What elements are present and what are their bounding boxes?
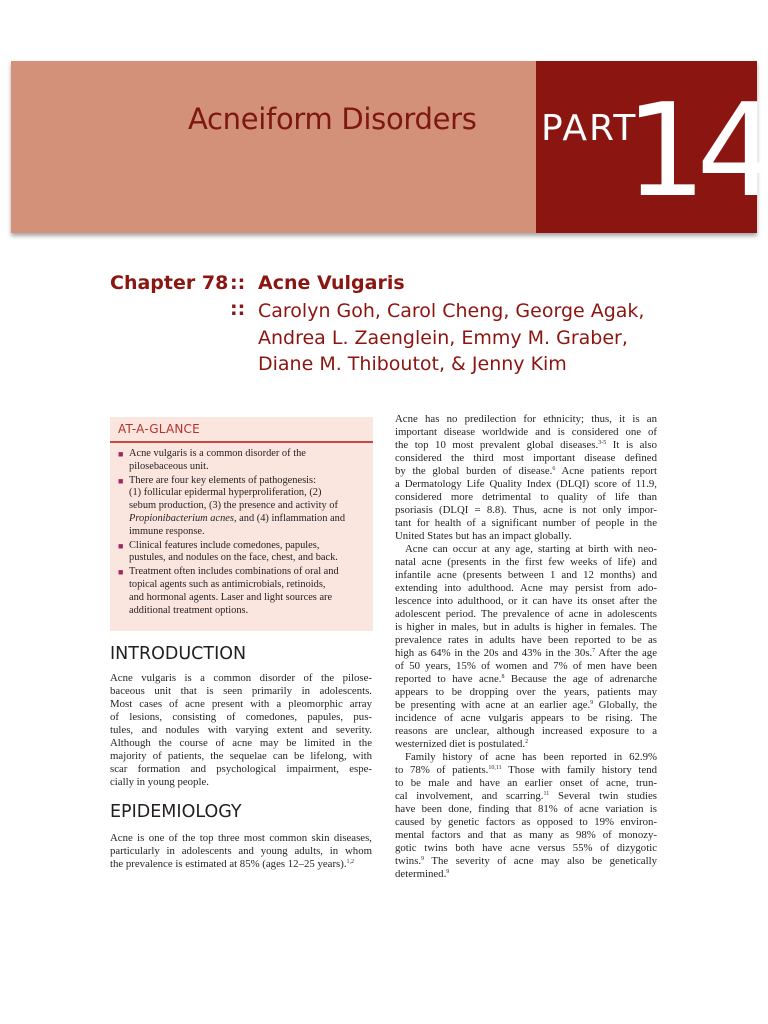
citation: 9	[421, 856, 425, 862]
text-line: prevalence rates in adults have been reported to be as	[395, 634, 657, 646]
list-line: There are four key elements of pathogenesis:	[129, 474, 316, 486]
organism-name: Propionibacterium acnes	[129, 512, 234, 524]
right-column-body	[395, 413, 657, 881]
citation: 7	[592, 648, 596, 654]
text-line: Acne has no predilection for ethnicity; thus, it is an	[395, 413, 657, 425]
text-run: After the age	[595, 647, 657, 659]
epidemiology-body	[110, 832, 372, 871]
text-line: Acne is one of the top three most common skin diseases,	[110, 832, 372, 844]
text-line	[395, 465, 657, 478]
citation: 9	[446, 869, 450, 875]
text-line: extending into adulthood. Acne may persist from ado-	[395, 582, 657, 594]
text-line: Acne vulgaris is a common disorder of the pilose-	[110, 672, 372, 684]
text-run: Because the age of adrenarche	[504, 673, 658, 685]
text-line: United States but has an impact globally.	[395, 530, 572, 542]
text-line: tant for health of a significant number of people in the	[395, 517, 657, 529]
text-line: mental factors and that as many as 98% of monozy-	[395, 829, 657, 841]
citation: 10,11	[488, 765, 502, 771]
chapter-separator: ::	[230, 272, 246, 294]
text-line: have been done, finding that 81% of acne variation is	[395, 803, 657, 815]
text-run: twins.	[395, 855, 422, 867]
text-line: incidence of acne vulgaris appears to be rising. The	[395, 712, 657, 724]
list-line: (1) follicular epidermal hyperproliferation, (2)	[129, 487, 322, 499]
list-line: Acne vulgaris is a common disorder of the	[129, 448, 306, 459]
text-line: lescence into adulthood, or it can have its onset after the	[395, 595, 657, 607]
part-title: Acneiform Disorders	[188, 102, 477, 136]
list-item	[118, 540, 364, 566]
text-line: of 50 years, 15% of women and 7% of men have been	[395, 660, 657, 672]
text-line	[395, 439, 657, 452]
text-line: baceous unit that is seen primarily in adolescents.	[110, 685, 372, 697]
text-line: Most cases of acne present with a pleomorphic array	[110, 698, 372, 710]
text-line: Acne can occur at any age, starting at birth with neo-	[405, 543, 657, 555]
text-line	[395, 647, 657, 660]
text-line: gotic twins both have acne versus 55% of dizygotic	[395, 842, 657, 854]
introduction-heading: INTRODUCTION	[110, 644, 247, 664]
list-line: pilosebaceous unit.	[129, 460, 209, 472]
text-line: is higher in males, but in adults is higher in females. The	[395, 621, 657, 633]
text-line	[395, 699, 657, 712]
text-line	[395, 764, 657, 777]
list-line: Propionibacterium acnes, and (4) inflammation and	[129, 512, 346, 524]
text-run: be presenting with acne at an earlier age.	[395, 699, 591, 711]
bullet-icon: ■	[118, 567, 124, 578]
text-run: westernized diet is postulated.	[395, 738, 526, 750]
authors-line: Carolyn Goh, Carol Cheng, George Agak,	[258, 300, 645, 322]
text-line: appears to be dropping over the years, patients may	[395, 686, 657, 698]
list-line: topical agents such as antimicrobials, retinoids,	[129, 578, 326, 590]
citation: 11	[543, 791, 550, 797]
text-line: cially in young people.	[110, 776, 209, 788]
text-line: reasons are unclear, although increased exposure to a	[395, 725, 657, 737]
text-line: particularly in adolescents and young adults, in whom	[110, 845, 372, 857]
list-line: immune response.	[129, 525, 205, 537]
text-run: determined.	[395, 868, 447, 880]
chapter-label: Chapter 78	[110, 272, 229, 294]
list-item	[118, 566, 364, 617]
list-item	[118, 448, 364, 474]
at-a-glance-box	[110, 417, 373, 631]
part-label: PART	[541, 108, 638, 149]
text-line: scar formation and psychological impairment, espe-	[110, 763, 372, 775]
text-run: reported to have acne.	[395, 673, 502, 685]
chapter-title: Acne Vulgaris	[258, 272, 405, 294]
text-line: tules, and nodules with varying extent and severity.	[110, 724, 372, 736]
part-number: 14	[625, 77, 768, 226]
text-line: of lesions, consisting of comedones, papules, pus-	[110, 711, 372, 723]
citation: 3-5	[598, 440, 607, 446]
bullet-icon: ■	[118, 475, 124, 486]
citation: 6	[552, 466, 556, 472]
introduction-body	[110, 672, 372, 789]
list-line: pustules, and nodules on the face, chest, and back.	[129, 552, 338, 564]
text-line	[395, 790, 657, 803]
list-line: sebum production, (3) the presence and activity of	[129, 500, 338, 512]
text-line: natal acne (presents in the first few weeks of life) and	[395, 556, 657, 568]
text-run: Acne patients report	[555, 465, 657, 477]
list-line: Clinical features include comedones, papules,	[129, 539, 320, 551]
list-line: and hormonal agents. Laser and light sources are	[129, 591, 333, 603]
at-a-glance-title: AT-A-GLANCE	[118, 422, 200, 436]
text-run: the top 10 most prevalent global diseases.	[395, 439, 599, 451]
authors-line: Diane M. Thiboutot, & Jenny Kim	[258, 353, 567, 375]
citation: 1,2	[346, 859, 355, 865]
authors-line: Andrea L. Zaenglein, Emmy M. Graber,	[258, 326, 628, 349]
list-item	[118, 475, 364, 539]
text-line: Although the course of acne may be limited in the	[110, 737, 372, 749]
citation: 9	[590, 700, 594, 706]
text-line	[395, 855, 657, 868]
text-run: cal involvement, and scarring.	[395, 790, 544, 802]
text-line: adolescent period. The prevalence of acne in adolescents	[395, 608, 657, 620]
text-line	[395, 738, 657, 751]
text-line: majority of patients, the sequelae can be lifelong, with	[110, 750, 372, 762]
epidemiology-heading: EPIDEMIOLOGY	[110, 802, 242, 822]
at-a-glance-rule	[110, 441, 373, 443]
text-line: psoriasis (DLQI = 8.8). Thus, acne is not only impor-	[395, 504, 657, 516]
list-line: additional treatment options.	[129, 604, 249, 616]
text-line: infantile acne (presents between 1 and 12 months) and	[395, 569, 657, 581]
text-line	[395, 673, 657, 686]
bullet-icon: ■	[118, 540, 124, 551]
text-line: considered more detrimental to quality of life than	[395, 491, 657, 503]
text-run: Those with family history tend	[501, 764, 657, 776]
text-line: caused by genetic factors as opposed to 19% environ-	[395, 816, 657, 828]
text-line: considered the third most important disease defined	[395, 452, 657, 464]
text-run: to 78% of patients.	[395, 764, 489, 776]
text-line: a Dermatology Life Quality Index (DLQI) score of 11.9,	[395, 478, 657, 490]
text-line: important disease worldwide and is considered one of	[395, 426, 657, 438]
citation: 2	[525, 739, 529, 745]
text-run: by the global burden of disease.	[395, 465, 553, 477]
bullet-icon: ■	[118, 449, 124, 459]
text-run: The severity of acne may also be genetically	[424, 855, 657, 867]
text-line: to be male and have an earlier onset of acne, trun-	[395, 777, 657, 789]
text-run: Several twin studies	[549, 790, 657, 802]
authors-separator: ::	[230, 298, 246, 320]
text-line: Family history of acne has been reported in 62.9%	[405, 751, 657, 763]
text-run: the prevalence is estimated at 85% (ages 12–25 years).	[110, 858, 347, 870]
chapter-authors	[258, 298, 644, 378]
text-line	[110, 858, 372, 871]
text-run: high as 64% in the 20s and 43% in the 30s.	[395, 647, 593, 659]
citation: 8	[501, 674, 505, 680]
text-line	[395, 868, 657, 881]
list-line: Treatment often includes combinations of oral and	[129, 566, 339, 578]
text-run: Globally, the	[593, 699, 658, 711]
text-run: It is also	[606, 439, 657, 451]
at-a-glance-list	[118, 448, 364, 618]
